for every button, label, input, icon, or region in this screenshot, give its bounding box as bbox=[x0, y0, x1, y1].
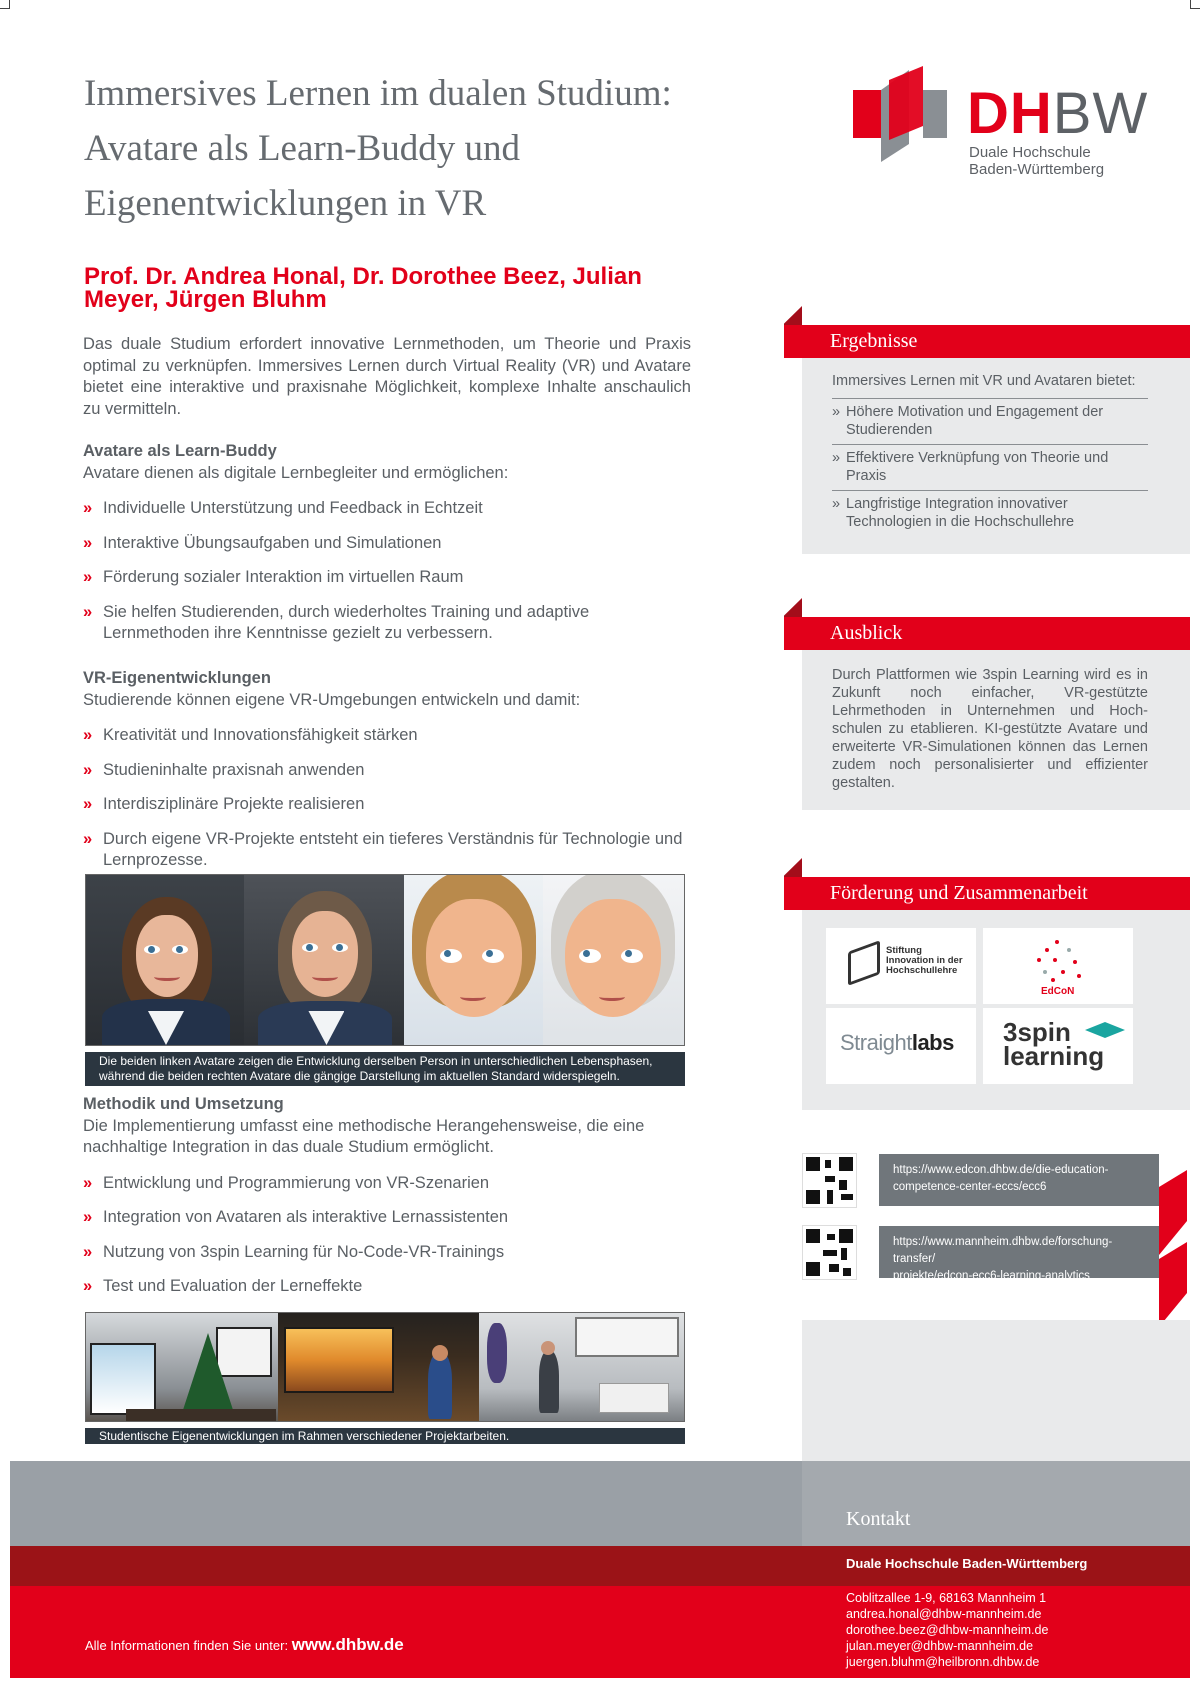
bullet-list bbox=[83, 725, 691, 872]
avatar-caption: Die beiden linken Avatare zeigen die Entwicklung derselben Person in unterschiedlichen Lebensphasen, während die beiden rechten Avatare die gängige Darstellung im aktuellen Standard widerspiegeln. bbox=[85, 1052, 685, 1086]
authors: Prof. Dr. Andrea Honal, Dr. Dorothee Beez, Julian Meyer, Jürgen Bluhm bbox=[84, 263, 642, 313]
list-item: » Studieninhalte praxisnah anwenden bbox=[83, 760, 365, 779]
ergebnisse-list bbox=[832, 398, 1148, 536]
avatar-image-young bbox=[86, 875, 244, 1045]
link-mannheim[interactable]: https://www.mannheim.dhbw.de/forschung-transfer/ projekte/edcon-ecc6-learning-analytics bbox=[879, 1226, 1159, 1278]
list-item: » Interaktive Übungsaufgaben und Simulationen bbox=[83, 533, 442, 552]
section-lead: Avatare dienen als digitale Lernbegleiter und ermöglichen: bbox=[83, 463, 509, 482]
scenes-caption: Studentische Eigenentwicklungen im Rahmen verschiedener Projektarbeiten. bbox=[85, 1428, 685, 1444]
title-line-2: Avatare als Learn-Buddy und bbox=[84, 128, 520, 169]
list-item: » Interdisziplinäre Projekte realisieren bbox=[83, 795, 365, 813]
qr-code-icon bbox=[802, 1153, 857, 1208]
list-item: » Test und Evaluation der Lerneffekte bbox=[83, 1277, 363, 1295]
section-heading: VR-Eigenentwicklungen bbox=[83, 669, 271, 687]
poster-title bbox=[84, 66, 744, 231]
ergebnisse-lead: Immersives Lernen mit VR und Avataren bietet: bbox=[832, 373, 1136, 389]
contact-address bbox=[846, 1590, 1048, 1670]
link-edcon[interactable]: https://www.edcon.dhbw.de/die-education- competence-center-eccs/ecc6 bbox=[879, 1154, 1159, 1206]
vr-scene-images bbox=[85, 1312, 685, 1422]
section-lead: Studierende können eigene VR-Umgebungen entwickeln und damit: bbox=[83, 690, 581, 709]
avatar-image-cartoon-silver bbox=[543, 875, 684, 1045]
logo-wordmark: DHBW bbox=[967, 81, 1149, 146]
link-fold bbox=[1159, 1170, 1187, 1255]
list-item: » Förderung sozialer Interaktion im virtuellen Raum bbox=[83, 568, 464, 586]
bullet-list bbox=[83, 498, 691, 645]
stiftung-icon bbox=[848, 940, 880, 986]
list-item: » Sie helfen Studierenden, durch wiederholtes Training und adaptive Lernmethoden ihre Kenntnisse gezielt zu verbessern. bbox=[83, 602, 590, 642]
list-item: » Höhere Motivation und Engagement der Studierenden bbox=[832, 398, 1148, 444]
straightlabs-logo: Straightlabs bbox=[826, 1008, 976, 1084]
email-link[interactable]: julan.meyer@dhbw-mannheim.de bbox=[846, 1639, 1034, 1653]
bullet-list bbox=[83, 1173, 691, 1298]
intro-text: Das duale Studium erfordert innovative Lernmethoden, um Theorie und Praxis optimal zu verknüpfen. Immersives Lernen durch Virtual Reality (VR) und Avatare bietet eine interaktive und praxisnahe Möglichkeit, komplexe Inhalte anschaulich zu vermitteln. bbox=[83, 335, 691, 418]
kontakt-title: Kontakt bbox=[802, 1461, 1190, 1546]
list-item: » Individuelle Unterstützung und Feedback in Echtzeit bbox=[83, 499, 483, 517]
list-item: » Entwicklung und Programmierung von VR-Szenarien bbox=[83, 1173, 490, 1192]
list-item: » Nutzung von 3spin Learning für No-Code-VR-Trainings bbox=[83, 1242, 505, 1261]
list-item: » Durch eigene VR-Projekte entsteht ein tieferes Verständnis für Technologie und Lernprozesse. bbox=[83, 829, 683, 869]
section-methodik bbox=[83, 1094, 691, 1311]
foerderung-title: Förderung und Zusammenarbeit bbox=[784, 877, 1190, 910]
ausblick-text: Durch Plattformen wie 3spin Learning wird es in Zukunft noch einfacher, VR-gestützte Lehrmethoden in Unternehmen und Hoch-schulen zu etablieren. KI-gestützte Avatare und erweiterte VR-Simulationen können das Lernen zudem noch personalisierter und effizienter gestalten. bbox=[832, 667, 1148, 791]
ergebnisse-title: Ergebnisse bbox=[784, 325, 1190, 358]
title-line-1: Immersives Lernen im dualen Studium: bbox=[84, 73, 672, 114]
list-item: » Integration von Avataren als interaktive Lernassistenten bbox=[83, 1208, 509, 1226]
section-heading: Methodik und Umsetzung bbox=[83, 1095, 284, 1113]
email-link[interactable]: andrea.honal@dhbw-mannheim.de bbox=[846, 1607, 1042, 1621]
title-line-3: Eigenentwicklungen in VR bbox=[84, 183, 487, 224]
logo-subtitle: Duale Hochschule Baden-Württemberg bbox=[969, 144, 1105, 178]
footer-info: Alle Informationen finden Sie unter: www.dhbw.de bbox=[85, 1635, 404, 1654]
dhbw-logo-mark bbox=[853, 66, 963, 166]
email-link[interactable]: juergen.bluhm@heilbronn.dhbw.de bbox=[846, 1655, 1040, 1669]
ausblick-title: Ausblick bbox=[784, 617, 1190, 650]
website-link[interactable]: www.dhbw.de bbox=[291, 1635, 404, 1654]
scene-image-office bbox=[479, 1313, 684, 1421]
institution-name: Duale Hochschule Baden-Württemberg bbox=[846, 1556, 1088, 1571]
section-avatare bbox=[83, 441, 691, 658]
dhbw-logo bbox=[853, 66, 1149, 186]
stiftung-logo: Stiftung Innovation in der Hochschullehre bbox=[826, 928, 976, 1004]
email-link[interactable]: dorothee.beez@dhbw-mannheim.de bbox=[846, 1623, 1049, 1637]
link-fold bbox=[1159, 1242, 1187, 1327]
scene-image-christmas bbox=[86, 1313, 278, 1421]
avatar-image-older bbox=[244, 875, 403, 1045]
3spin-learning-logo: 3spin learning bbox=[983, 1008, 1133, 1084]
avatar-images bbox=[85, 874, 685, 1046]
address-line: Coblitzallee 1-9, 68163 Mannheim 1 bbox=[846, 1591, 1047, 1605]
edcon-logo: EdCoN bbox=[983, 928, 1133, 1004]
avatar-image-cartoon-brown bbox=[404, 875, 544, 1045]
ergebnisse-body bbox=[832, 372, 1148, 536]
list-item: » Kreativität und Innovationsfähigkeit stärken bbox=[83, 726, 418, 744]
section-heading: Avatare als Learn-Buddy bbox=[83, 442, 277, 460]
section-vr bbox=[83, 668, 691, 885]
list-item: » Langfristige Integration innovativer Technologien in die Hochschullehre bbox=[832, 490, 1148, 536]
qr-code-icon bbox=[802, 1225, 857, 1280]
scene-image-sunset bbox=[278, 1313, 478, 1421]
section-lead: Die Implementierung umfasst eine methodische Herangehensweise, die eine nachhaltige Integration in das duale Studium ermöglicht. bbox=[83, 1116, 645, 1156]
list-item: » Effektivere Verknüpfung von Theorie und Praxis bbox=[832, 444, 1148, 490]
